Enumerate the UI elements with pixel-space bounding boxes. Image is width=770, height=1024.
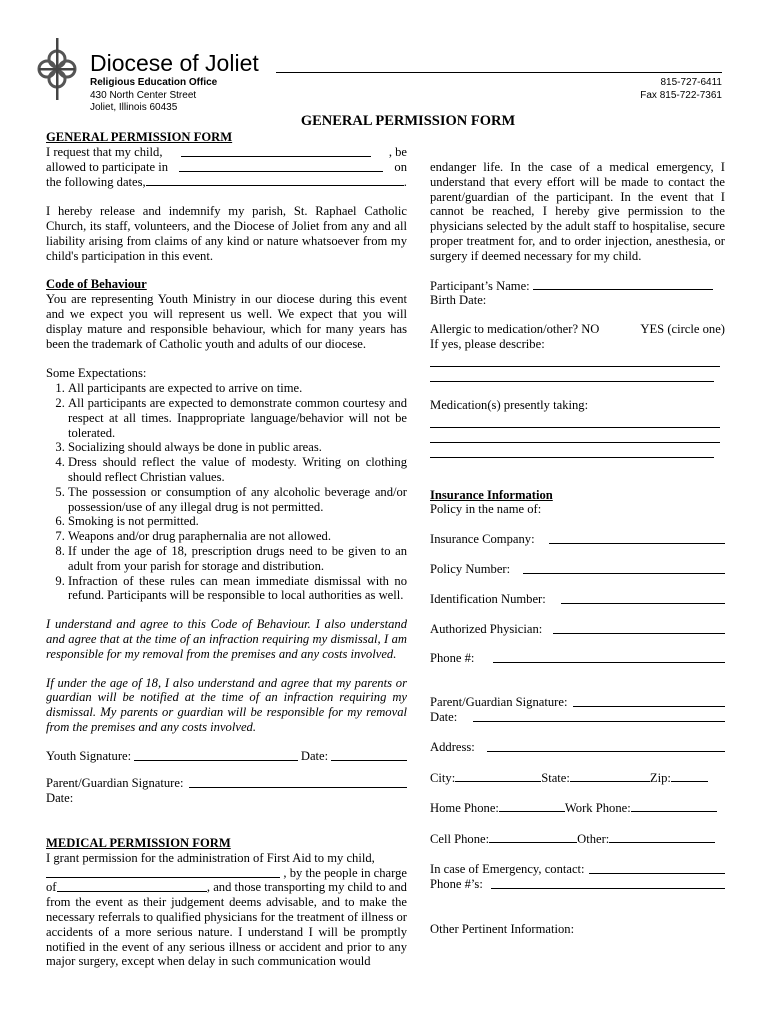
identification-field[interactable] xyxy=(561,592,725,604)
youth-signature-label: Youth Signature: xyxy=(46,748,132,763)
parent-signature-row xyxy=(430,695,725,710)
list-item: 6. Smoking is not permitted. xyxy=(68,514,407,529)
expectations-heading: Some Expectations: xyxy=(46,366,147,381)
right-column xyxy=(430,160,725,936)
request-text: I request that my child, xyxy=(46,144,163,159)
emergency-contact-row xyxy=(430,862,725,877)
request-line-1 xyxy=(46,145,407,160)
parent-signature-field[interactable] xyxy=(189,776,407,788)
medications-line-1[interactable] xyxy=(430,413,720,428)
office-fax: Fax 815-722-7361 xyxy=(640,89,722,101)
medical-heading: MEDICAL PERMISSION FORM xyxy=(46,836,231,851)
youth-signature-field[interactable] xyxy=(134,749,298,761)
parent-signature-row xyxy=(46,776,407,791)
request-line-2 xyxy=(46,160,407,175)
address-field[interactable] xyxy=(487,740,725,752)
youth-date-field[interactable] xyxy=(331,749,407,761)
other-info-label: Other Pertinent Information: xyxy=(430,921,575,936)
identification-label: Identification Number: xyxy=(430,591,546,606)
office-address xyxy=(90,77,217,115)
insurance-company-label: Insurance Company: xyxy=(430,532,535,547)
office-city: Joliet, Illinois 60435 xyxy=(90,102,178,113)
cell-other-row xyxy=(430,831,725,847)
date-label: Date: xyxy=(300,748,329,763)
child-name-field[interactable] xyxy=(181,145,371,157)
list-item: 4. Dress should reflect the value of modesty. Writing on clothing should reflect Christian values. xyxy=(68,455,407,485)
address-row xyxy=(430,740,725,755)
left-column xyxy=(46,130,407,969)
insurance-company-row xyxy=(430,532,725,547)
medical-text: of xyxy=(46,880,57,895)
medications-line-3[interactable] xyxy=(430,443,714,458)
general-heading: GENERAL PERMISSION FORM xyxy=(46,130,233,144)
work-phone-label: Work Phone: xyxy=(564,801,631,816)
emergency-contact-label: In case of Emergency, contact: xyxy=(430,861,585,876)
policy-number-row xyxy=(430,562,725,577)
header-rule xyxy=(276,72,722,73)
describe-label: If yes, please describe: xyxy=(430,336,545,351)
office-name: Religious Education Office xyxy=(90,77,218,88)
physician-row xyxy=(430,622,725,637)
organization-name: Diocese of Joliet xyxy=(90,50,259,76)
parent-signature-label: Parent/Guardian Signature: xyxy=(46,776,184,791)
signature-date-label: Date: xyxy=(430,709,458,724)
identification-row xyxy=(430,592,725,607)
signature-date-row xyxy=(430,710,725,725)
state-field[interactable] xyxy=(570,770,650,782)
list-item: 7. Weapons and/or drug paraphernalia are not allowed. xyxy=(68,529,407,544)
office-contact xyxy=(640,77,722,102)
request-text: , be xyxy=(388,144,407,159)
allergy-question xyxy=(430,322,599,337)
parent-date-label: Date: xyxy=(46,791,74,806)
minor-agreement-paragraph: If under the age of 18, I also understand and agree that my parents or guardian will be notified at the time of an infraction requiring my dismissal. My parents or guardian will be responsible for my removal from the premises and any costs involved. xyxy=(46,675,407,734)
cell-phone-label: Cell Phone: xyxy=(430,832,490,847)
describe-line-1[interactable] xyxy=(430,352,720,367)
list-item: 8. If under the age of 18, prescription drugs need to be given to an adult from your parish for storage and distribution. xyxy=(68,544,407,574)
agreement-paragraph: I understand and agree to this Code of Behaviour. I also understand and agree that at the time of an infraction requiring my dismissal, I am responsible for my removal from the premises and any costs involved. xyxy=(46,617,407,661)
list-item: 9. Infraction of these rules can mean immediate dismissal with no refund. Participants will be responsible to local authorities as well. xyxy=(68,574,407,604)
parent-signature-label: Parent/Guardian Signature: xyxy=(430,695,568,710)
office-street: 430 North Center Street xyxy=(90,89,197,101)
emergency-phones-row xyxy=(430,877,725,892)
work-phone-field[interactable] xyxy=(631,800,717,812)
medical-line-3 xyxy=(46,880,407,895)
phone-row xyxy=(430,651,725,666)
medical-line-2 xyxy=(46,866,407,881)
allergy-yes-group xyxy=(640,322,725,337)
other-phone-field[interactable] xyxy=(609,831,715,843)
request-line-3 xyxy=(46,174,407,190)
birth-date-label: Birth Date: xyxy=(430,293,487,308)
city-field[interactable] xyxy=(455,770,541,782)
phone-label: Phone #: xyxy=(430,651,475,666)
medications-line-2[interactable] xyxy=(430,428,720,443)
allergy-label: Allergic to medication/other? xyxy=(430,322,579,337)
phone-field[interactable] xyxy=(493,651,725,663)
address-label: Address: xyxy=(430,739,475,754)
home-phone-label: Home Phone: xyxy=(430,801,499,816)
other-phone-label: Other: xyxy=(577,832,610,847)
allergy-yes-option[interactable]: YES xyxy=(640,322,665,337)
request-text: on xyxy=(394,159,407,174)
medical-continued-paragraph: endanger life. In the case of a medical emergency, I understand that every effort will be made to contact the parent/guardian of the participant. In the event that I cannot be reached, I hereby give permission to the physicians selected by the adult staff to hospitalise, secure proper treatment for, and to order injection, anesthesia, or surgery if deemed necessary for my child. xyxy=(430,160,725,263)
list-item: 2. All participants are expected to demonstrate common courtesy and respect at all times. Inappropriate language/behavior will not be tolerated. xyxy=(68,396,407,440)
signature-date-field[interactable] xyxy=(473,710,725,722)
medical-line-1: I grant permission for the administration of First Aid to my child, xyxy=(46,850,375,865)
physician-label: Authorized Physician: xyxy=(430,621,543,636)
medical-text: , by the people in charge xyxy=(283,865,407,880)
physician-field[interactable] xyxy=(553,622,725,634)
policy-name-label: Policy in the name of: xyxy=(430,502,542,517)
zip-field[interactable] xyxy=(671,770,708,782)
medical-org-field[interactable] xyxy=(57,880,207,892)
expectations-list xyxy=(46,381,407,603)
office-phone: 815-727-6411 xyxy=(660,77,722,88)
behaviour-heading: Code of Behaviour xyxy=(46,277,147,292)
participant-name-row xyxy=(430,278,725,294)
list-item: 3. Socializing should always be done in public areas. xyxy=(68,440,407,455)
zip-label: Zip: xyxy=(649,770,671,785)
indemnify-paragraph: I hereby release and indemnify my parish, St. Raphael Catholic Church, its staff, volunteers, and the Diocese of Joliet from any and all liability arising from claims of any kind or nature whatsoever from my child's participation in this event. xyxy=(46,204,407,263)
diocese-logo-icon xyxy=(37,38,77,100)
allergy-row xyxy=(430,322,725,337)
request-text: . xyxy=(403,175,407,190)
dates-field[interactable] xyxy=(146,174,404,186)
emergency-contact-field[interactable] xyxy=(589,862,725,874)
page-title: GENERAL PERMISSION FORM xyxy=(300,113,516,129)
describe-line-2[interactable] xyxy=(430,367,714,382)
insurance-heading: Insurance Information xyxy=(430,487,553,502)
event-field[interactable] xyxy=(179,160,383,172)
list-item: 1. All participants are expected to arrive on time. xyxy=(68,381,407,396)
emergency-phones-label: Phone #’s: xyxy=(430,876,483,891)
medical-paragraph: from the event as their judgement deems advisable, and to make the necessary referrals to qualified physicians for the treatment of illness or accidents of a more serious nature. I understand I will be promptly notified in the event of any serious illness or accident and prior to any major surgery, except when delay in such communication would xyxy=(46,895,407,969)
home-phone-field[interactable] xyxy=(499,800,565,812)
allergy-no-option[interactable]: NO xyxy=(581,322,600,337)
request-text: the following dates, xyxy=(46,175,146,190)
cell-phone-field[interactable] xyxy=(489,831,577,843)
parent-signature-field[interactable] xyxy=(573,695,725,707)
policy-number-field[interactable] xyxy=(523,562,725,574)
behaviour-paragraph: You are representing Youth Ministry in our diocese during this event and we expect you will represent us well. We expect that you will display mature and responsible behaviour, which for many years has been the trademark of Catholic youth and adults of our diocese. xyxy=(46,292,407,351)
participant-name-label: Participant’s Name: xyxy=(430,278,530,293)
youth-signature-row xyxy=(46,749,407,764)
home-work-phone-row xyxy=(430,800,725,816)
circle-one-note: (circle one) xyxy=(667,322,725,337)
medical-text: , and those transporting my child to and xyxy=(206,880,407,895)
medical-child-field[interactable] xyxy=(46,866,280,878)
list-item: 5. The possession or consumption of any alcoholic beverage and/or possession/use of any illegal drug is not permitted. xyxy=(68,485,407,515)
request-text: allowed to participate in xyxy=(46,159,169,174)
insurance-company-field[interactable] xyxy=(549,532,725,544)
policy-number-label: Policy Number: xyxy=(430,561,511,576)
city-state-zip-row xyxy=(430,770,725,786)
state-label: State: xyxy=(541,770,570,785)
city-label: City: xyxy=(430,770,456,785)
participant-name-field[interactable] xyxy=(533,278,713,290)
medications-label: Medication(s) presently taking: xyxy=(430,397,589,412)
emergency-phones-field[interactable] xyxy=(491,877,725,889)
